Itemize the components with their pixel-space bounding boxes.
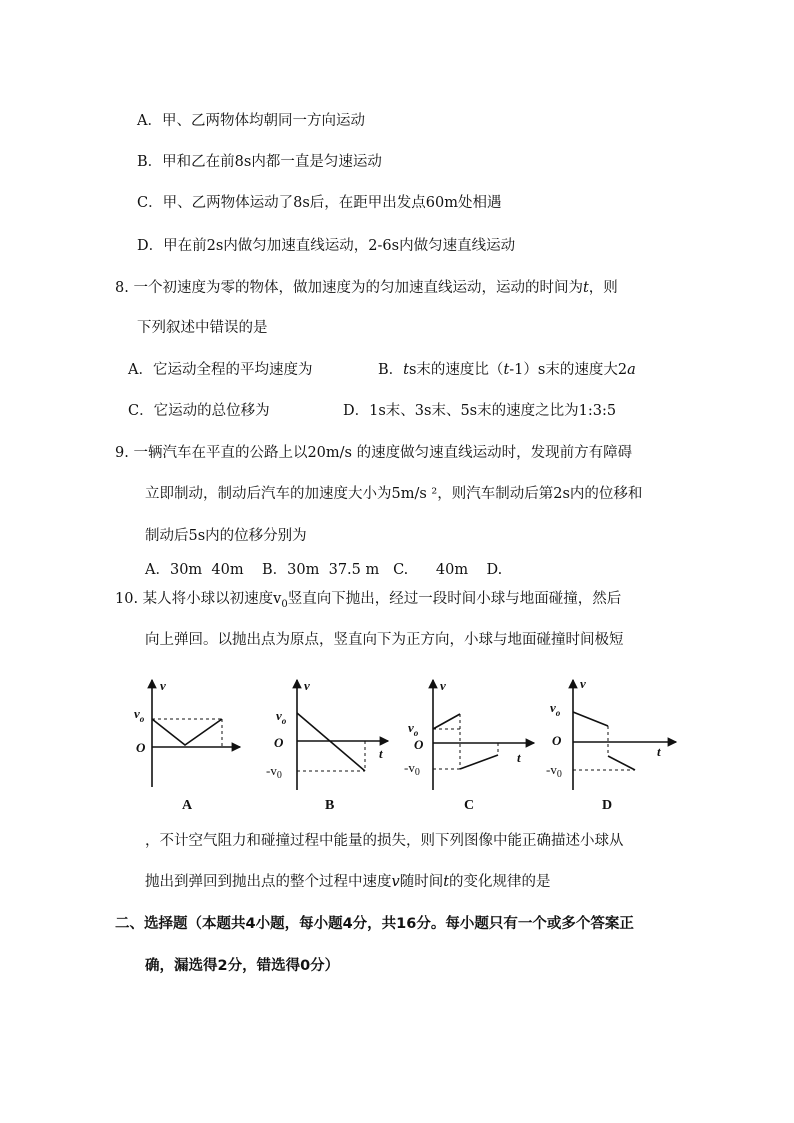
v0-v: v bbox=[550, 700, 556, 715]
vt-graphs bbox=[120, 672, 680, 822]
q8-option-a: A．它运动全程的平均速度为 bbox=[128, 362, 313, 378]
velocity-line bbox=[297, 713, 365, 771]
q9-stem-line2: 立即制动，制动后汽车的加速度大小为5m/s ²，则汽车制动后第2s内的位移和 bbox=[145, 486, 643, 502]
graph-b bbox=[260, 672, 395, 817]
graph-label-a: A bbox=[182, 798, 193, 813]
v0-v: v bbox=[134, 706, 140, 721]
v0-sub: o bbox=[413, 728, 419, 738]
section2-heading-line1: 二、选择题（本题共4小题，每小题4分，共16分。每小题只有一个或多个答案正 bbox=[115, 916, 634, 932]
neg-v0-v: -v bbox=[546, 762, 557, 777]
q10-stem-line1 bbox=[115, 589, 621, 615]
q8-stem-line2: 下列叙述中错误的是 bbox=[137, 320, 268, 336]
q10-stem-4c: 的变化规律的是 bbox=[449, 874, 551, 890]
graph-c bbox=[400, 672, 540, 817]
neg-v0-v: -v bbox=[266, 763, 277, 778]
q7-option-c: C．甲、乙两物体运动了8s后，在距甲出发点60m处相遇 bbox=[137, 195, 502, 211]
v0-label bbox=[550, 700, 561, 718]
q10-stem-end: 竖直向下抛出，经过一段时间小球与地面碰撞，然后 bbox=[287, 591, 622, 607]
graph-label-b: B bbox=[325, 798, 335, 813]
t-axis-label: t bbox=[517, 750, 521, 765]
v0-v: v bbox=[276, 708, 282, 723]
v-axis-label: v bbox=[304, 678, 310, 693]
q10-stem-line2: 向上弹回。以抛出点为原点，竖直向下为正方向，小球与地面碰撞时间极短 bbox=[145, 632, 624, 648]
q9-stem-line3: 制动后5s内的位移分别为 bbox=[145, 528, 307, 544]
neg-v0-label bbox=[266, 763, 282, 781]
q8-stem-t: t bbox=[582, 280, 589, 296]
q10-stem-start: 10. 某人将小球以初速度v bbox=[115, 591, 282, 607]
graph-label-d: D bbox=[602, 798, 613, 813]
q8-option-b-end: -1）s末的速度大2 bbox=[509, 362, 628, 378]
neg-v0-sub: 0 bbox=[414, 767, 420, 778]
graph-d bbox=[540, 672, 680, 817]
q7-option-b: B．甲和乙在前8s内都一直是匀速运动 bbox=[137, 154, 382, 170]
neg-v0-label bbox=[404, 760, 420, 778]
v0-label bbox=[276, 708, 287, 726]
v0-sub: o bbox=[139, 714, 145, 724]
q10-stem-4b: 随时间 bbox=[399, 874, 444, 890]
v0-label bbox=[134, 706, 145, 724]
v0-label bbox=[408, 720, 419, 738]
velocity-line-up bbox=[608, 756, 635, 770]
q7-option-a: A．甲、乙两物体均朝同一方向运动 bbox=[137, 113, 365, 129]
q8-stem-text: 8. 一个初速度为零的物体，做加速度为的匀加速直线运动，运动的时间为 bbox=[115, 280, 583, 296]
q8-option-b-a: a bbox=[627, 362, 636, 378]
origin-label: O bbox=[274, 735, 284, 750]
q8-option-b-label: B． bbox=[378, 362, 404, 378]
t-axis-label: t bbox=[379, 746, 383, 761]
q10-stem-line4 bbox=[145, 872, 551, 892]
q8-option-d: D．1s末、3s末、5s末的速度之比为1:3:5 bbox=[343, 403, 617, 419]
origin-label: O bbox=[552, 733, 562, 748]
neg-v0-label bbox=[546, 762, 562, 780]
q8-option-b-t2: t bbox=[503, 362, 510, 378]
graph-a bbox=[120, 672, 250, 817]
velocity-line-up bbox=[460, 755, 498, 769]
q8-stem-line1 bbox=[115, 278, 618, 298]
q8-option-b-t1: t bbox=[403, 362, 409, 378]
velocity-line-down bbox=[573, 712, 608, 726]
origin-label: O bbox=[414, 737, 424, 752]
origin-label: O bbox=[136, 740, 146, 755]
q10-stem-t: t bbox=[443, 874, 450, 890]
q8-option-b-mid: s末的速度比（ bbox=[408, 362, 504, 378]
graph-label-c: C bbox=[464, 798, 475, 813]
q10-stem-v: v bbox=[391, 874, 400, 890]
q10-stem-line3: ，不计空气阻力和碰撞过程中能量的损失，则下列图像中能正确描述小球从 bbox=[145, 833, 624, 849]
t-axis-label: t bbox=[657, 744, 661, 759]
q8-option-b bbox=[378, 360, 636, 380]
q9-stem-line1: 9. 一辆汽车在平直的公路上以20m/s 的速度做匀速直线运动时，发现前方有障碍 bbox=[115, 445, 633, 461]
velocity-line-down bbox=[433, 714, 460, 729]
q9-options: A．30m 40m B．30m 37.5 m C. 40m D. bbox=[145, 562, 503, 578]
q7-option-d: D．甲在前2s内做匀加速直线运动，2-6s内做匀速直线运动 bbox=[137, 238, 516, 254]
neg-v0-sub: 0 bbox=[276, 770, 282, 781]
v-axis-label: v bbox=[580, 676, 586, 691]
q10-stem-4a: 抛出到弹回到抛出点的整个过程中速度 bbox=[145, 874, 392, 890]
section2-heading-line2: 确，漏选得2分，错选得0分） bbox=[145, 958, 340, 974]
velocity-line bbox=[152, 719, 222, 745]
neg-v0-sub: 0 bbox=[556, 769, 562, 780]
v-axis-label: v bbox=[440, 678, 446, 693]
v0-sub: o bbox=[281, 716, 287, 726]
v0-v: v bbox=[408, 720, 414, 735]
q10-stem-sub: 0 bbox=[281, 598, 288, 610]
q8-option-c: C．它运动的总位移为 bbox=[128, 403, 270, 419]
v-axis-label: v bbox=[160, 678, 166, 693]
v0-sub: o bbox=[555, 708, 561, 718]
q8-stem-end: ，则 bbox=[588, 280, 618, 296]
neg-v0-v: -v bbox=[404, 760, 415, 775]
